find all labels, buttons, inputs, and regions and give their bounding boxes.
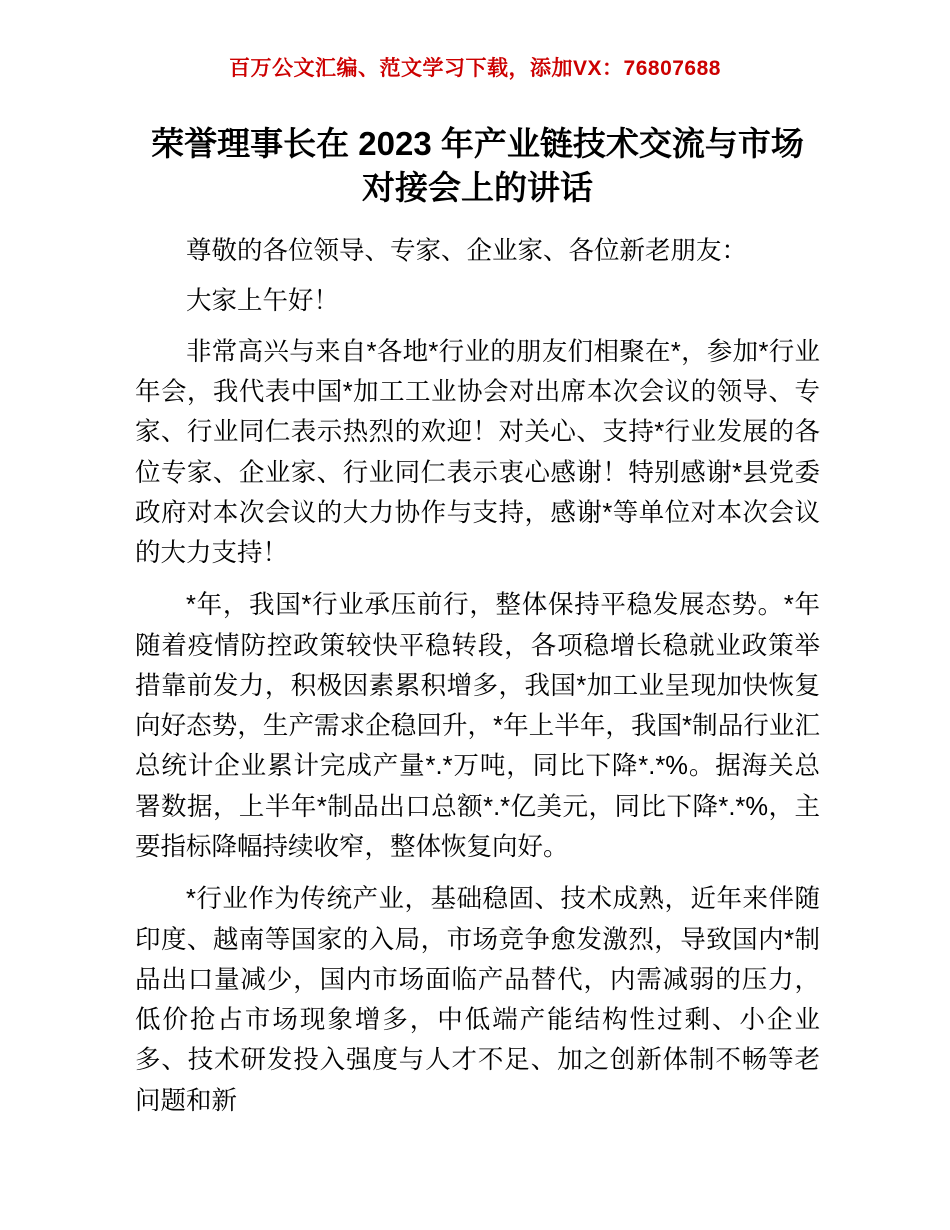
paragraph-industry-status: *年，我国*行业承压前行，整体保持平稳发展态势。*年随着疫情防控政策较快平稳转段，各项稳增长稳就业政策举措靠前发力，积极因素累积增多，我国*加工业呈现加快恢复向好态势，生产需求企稳回升，*年上半年，我国*制品行业汇总统计企业累计完成产量*.*万吨，同比下降*.*%。据海关总署数据，上半年*制品出口总额*.*亿美元，同比下降*.*%，主要指标降幅持续收窄，整体恢复向好。	[135, 591, 820, 862]
paragraph-competition: *行业作为传统产业，基础稳固、技术成熟，近年来伴随印度、越南等国家的入局，市场竞争愈发激烈，导致国内*制品出口量减少，国内市场面临产品替代，内需减弱的压力，低价抢占市场现象增多，中低端产能结构性过剩、小企业多、技术研发投入强度与人才不足、加之创新体制不畅等老问题和新	[135, 885, 820, 1115]
paragraph-welcome: 非常高兴与来自*各地*行业的朋友们相聚在*，参加*行业年会，我代表中国*加工工业协会对出席本次会议的领导、专家、行业同仁表示热烈的欢迎！对关心、支持*行业发展的各位专家、企业家、行业同仁表示衷心感谢！特别感谢*县党委政府对本次会议的大力协作与支持，感谢*等单位对本次会议的大力支持！	[135, 337, 820, 568]
watermark-banner: 百万公文汇编、范文学习下载，添加VX：76807688	[229, 57, 721, 80]
paragraph-greeting: 大家上午好！	[186, 287, 340, 316]
paragraph-salutation: 尊敬的各位领导、专家、企业家、各位新老朋友：	[186, 237, 748, 266]
document-body	[0, 122, 950, 1121]
page-title: 荣誉理事长在 2023 年产业链技术交流与市场对接会上的讲话	[151, 125, 804, 206]
